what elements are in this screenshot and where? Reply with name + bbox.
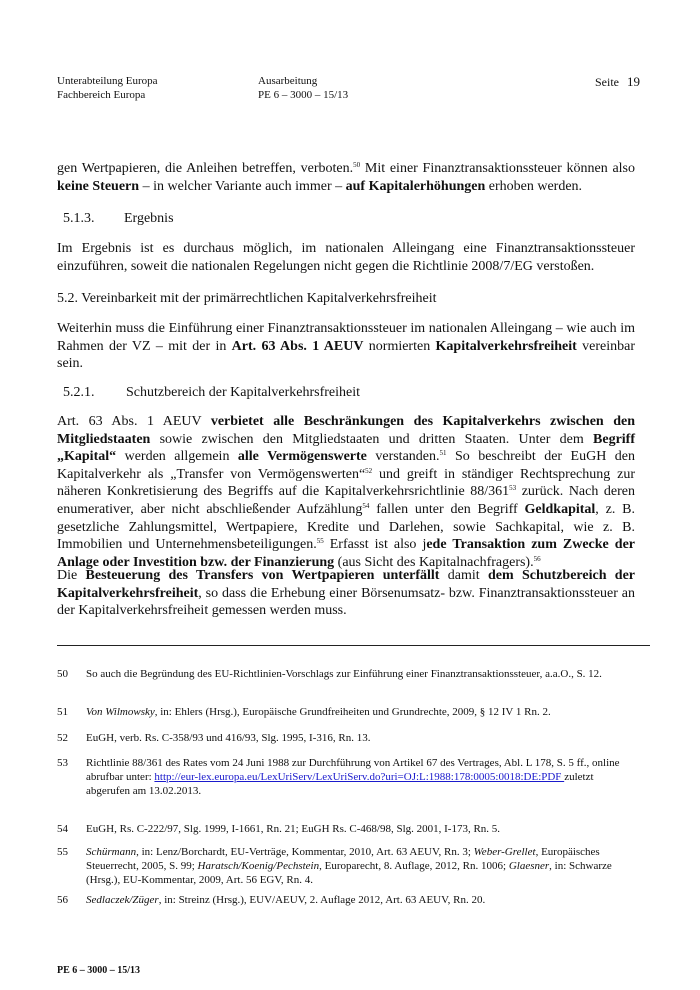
- header-section: Fachbereich Europa: [57, 89, 146, 101]
- footnote-separator: [57, 645, 650, 646]
- footnote-ref-53[interactable]: 53: [509, 484, 517, 493]
- page-number: 19: [627, 74, 640, 89]
- footnote-number: 56: [57, 894, 68, 906]
- footnote-text: Sedlaczek/Züger, in: Streinz (Hrsg.), EUV/AEUV, 2. Auflage 2012, Art. 63 AEUV, Rn. 20.: [86, 894, 486, 906]
- footer-document-number: PE 6 – 3000 – 15/13: [57, 965, 141, 976]
- footnote-text: So auch die Begründung des EU-Richtlinien-Vorschlags zur Einführung einer Finanztransaktionssteuer, a.a.O., S. 12.: [86, 668, 602, 680]
- section-title: Schutzbereich der Kapitalverkehrsfreiheit: [126, 385, 361, 400]
- footnote-number: 52: [57, 732, 68, 744]
- footnote-52: [57, 731, 637, 745]
- header-document-type: Ausarbeitung: [258, 75, 318, 87]
- footnote-number: 54: [57, 823, 68, 835]
- footnote-text: EuGH, verb. Rs. C-358/93 und 416/93, Slg. 1995, I-316, Rn. 13.: [86, 732, 371, 744]
- footnote-51: [57, 705, 637, 719]
- eur-lex-link[interactable]: http://eur-lex.europa.eu/LexUriServ/LexUriServ.do?uri=OJ:L:1988:178:0005:0018:DE:PDF: [154, 771, 565, 783]
- footnote-ref-51[interactable]: 51: [439, 449, 447, 458]
- footnote-number: 51: [57, 706, 68, 718]
- footnote-53: [57, 756, 637, 798]
- footnote-ref-55[interactable]: 55: [316, 537, 324, 546]
- section-heading-5-1-3: [63, 210, 174, 227]
- footnote-number: 50: [57, 668, 68, 680]
- footnote-54: [57, 822, 637, 836]
- section-number: 5.1.3.: [63, 211, 95, 226]
- header-document-number: PE 6 – 3000 – 15/13: [258, 89, 349, 101]
- footnote-text: Schürmann, in: Lenz/Borchardt, EU-Verträge, Kommentar, 2010, Art. 63 AEUV, Rn. 3; Weber-Grellet, Europäisches Steuerrecht, 2005, S. 99; Haratsch/Koenig/Pechstein, Europarecht, 8. Auflage, 2012, Rn. 1006; Glaesner, in: Schwarze (Hrsg.), EU-Kommentar, 2009, Art. 56 EGV, Rn. 4.: [86, 846, 612, 886]
- section-number: 5.2.1.: [63, 385, 95, 400]
- header-page-indicator: [595, 73, 640, 91]
- footnote-ref-50[interactable]: 50: [353, 161, 361, 169]
- section-heading-5-2: 5.2. Vereinbarkeit mit der primärrechtlichen Kapitalverkehrsfreiheit: [57, 291, 437, 306]
- header-subdivision: Unterabteilung Europa: [57, 75, 158, 87]
- footnote-ref-56[interactable]: 56: [533, 554, 541, 563]
- header-document-info: [258, 74, 348, 102]
- footnote-56: [57, 893, 637, 907]
- header-department: [57, 74, 158, 102]
- footnote-text: EuGH, Rs. C-222/97, Slg. 1999, I-1661, Rn. 21; EuGH Rs. C-468/98, Slg. 2001, I-173, Rn. 5.: [86, 823, 501, 835]
- footnote-text: Richtlinie 88/361 des Rates vom 24 Juni 1988 zur Durchführung von Artikel 67 des Vertrages, Abl. L 178, S. 5 ff., online abrufbar unter: http://eur-lex.europa.eu/LexUriServ/LexUriServ.do?uri=OJ:L:1988:178:0005:0018:DE:PDF zuletzt abgerufen am 13.02.2013.: [86, 757, 620, 797]
- footnote-50: [57, 667, 637, 681]
- paragraph-continuation: gen Wertpapieren, die Anleihen betreffen, verboten.$^{50}$ Mit einer Finanztransaktionssteuer können also keine Steuern – in welcher Variante auch immer – auf Kapitalerhöhungen erhoben werden.: [57, 161, 635, 194]
- footnote-number: 53: [57, 757, 68, 769]
- footnote-55: [57, 845, 637, 887]
- footnote-ref-54[interactable]: 54: [362, 501, 370, 510]
- section-title: Ergebnis: [124, 211, 174, 226]
- paragraph-compatibility: Weiterhin muss die Einführung einer Finanztransaktionssteuer im nationalen Alleingang – wie auch im Rahmen der VZ – mit der in Art. 63 Abs. 1 AEUV normierten Kapitalverkehrsfreiheit vereinbar sein.: [57, 321, 635, 372]
- footnote-ref-52[interactable]: 52: [365, 466, 373, 475]
- footnote-text: Von Wilmowsky, in: Ehlers (Hrsg.), Europäische Grundfreiheiten und Grundrechte, 2009, § 12 IV 1 Rn. 2.: [86, 706, 551, 718]
- footnote-number: 55: [57, 846, 68, 858]
- paragraph-result: Im Ergebnis ist es durchaus möglich, im nationalen Alleingang eine Finanztransaktionssteuer einzuführen, soweit die nationalen Regelungen nicht gegen die Richtlinie 2008/7/EG verstoßen.: [57, 241, 635, 274]
- paragraph-taxation: Die Besteuerung des Transfers von Wertpapieren unterfällt damit dem Schutzbereich der Kapitalverkehrsfreiheit, so dass die Erhebung einer Börsenumsatz- bzw. Finanztransaktionssteuer an der Kapitalverkehrsfreiheit gemessen werden muss.: [57, 568, 636, 619]
- section-heading-5-2-1: [63, 384, 361, 401]
- paragraph-scope: Art. 63 Abs. 1 AEUV verbietet alle Beschränkungen des Kapitalverkehrs zwischen den Mitgliedstaaten sowie zwischen den Mitgliedstaaten und dritten Staaten. Unter dem Begriff „Kapital“ werden allgemein alle Vermögenswerte verstanden.$^{51}$ So beschreibt der EuGH den Kapitalverkehr als „Transfer von Vermögenswerten“$^{52}$ und greift in ständiger Rechtsprechung zur näheren Konkretisierung des Begriffs auf die Kapitalverkehrsrichtlinie $88/361^{53}$ zurück. Nach deren enumerativer, aber nicht abschließender Aufzählung$^{54}$ fallen unter den Begriff Geldkapital, z. B. gesetzliche Zahlungsmittel, Wertpapiere, Kredite und Darlehen, sowie Sachkapital, wie z. B. Immobilien und Unternehmensbeteiligungen.$^{55}$ Erfasst ist also jede Transaktion zum Zwecke der Anlage oder Investition bzw. der Finanzierung (aus Sicht des Kapitalnachfragers).$^{56}$: [57, 414, 636, 570]
- page-label: Seite: [595, 75, 619, 89]
